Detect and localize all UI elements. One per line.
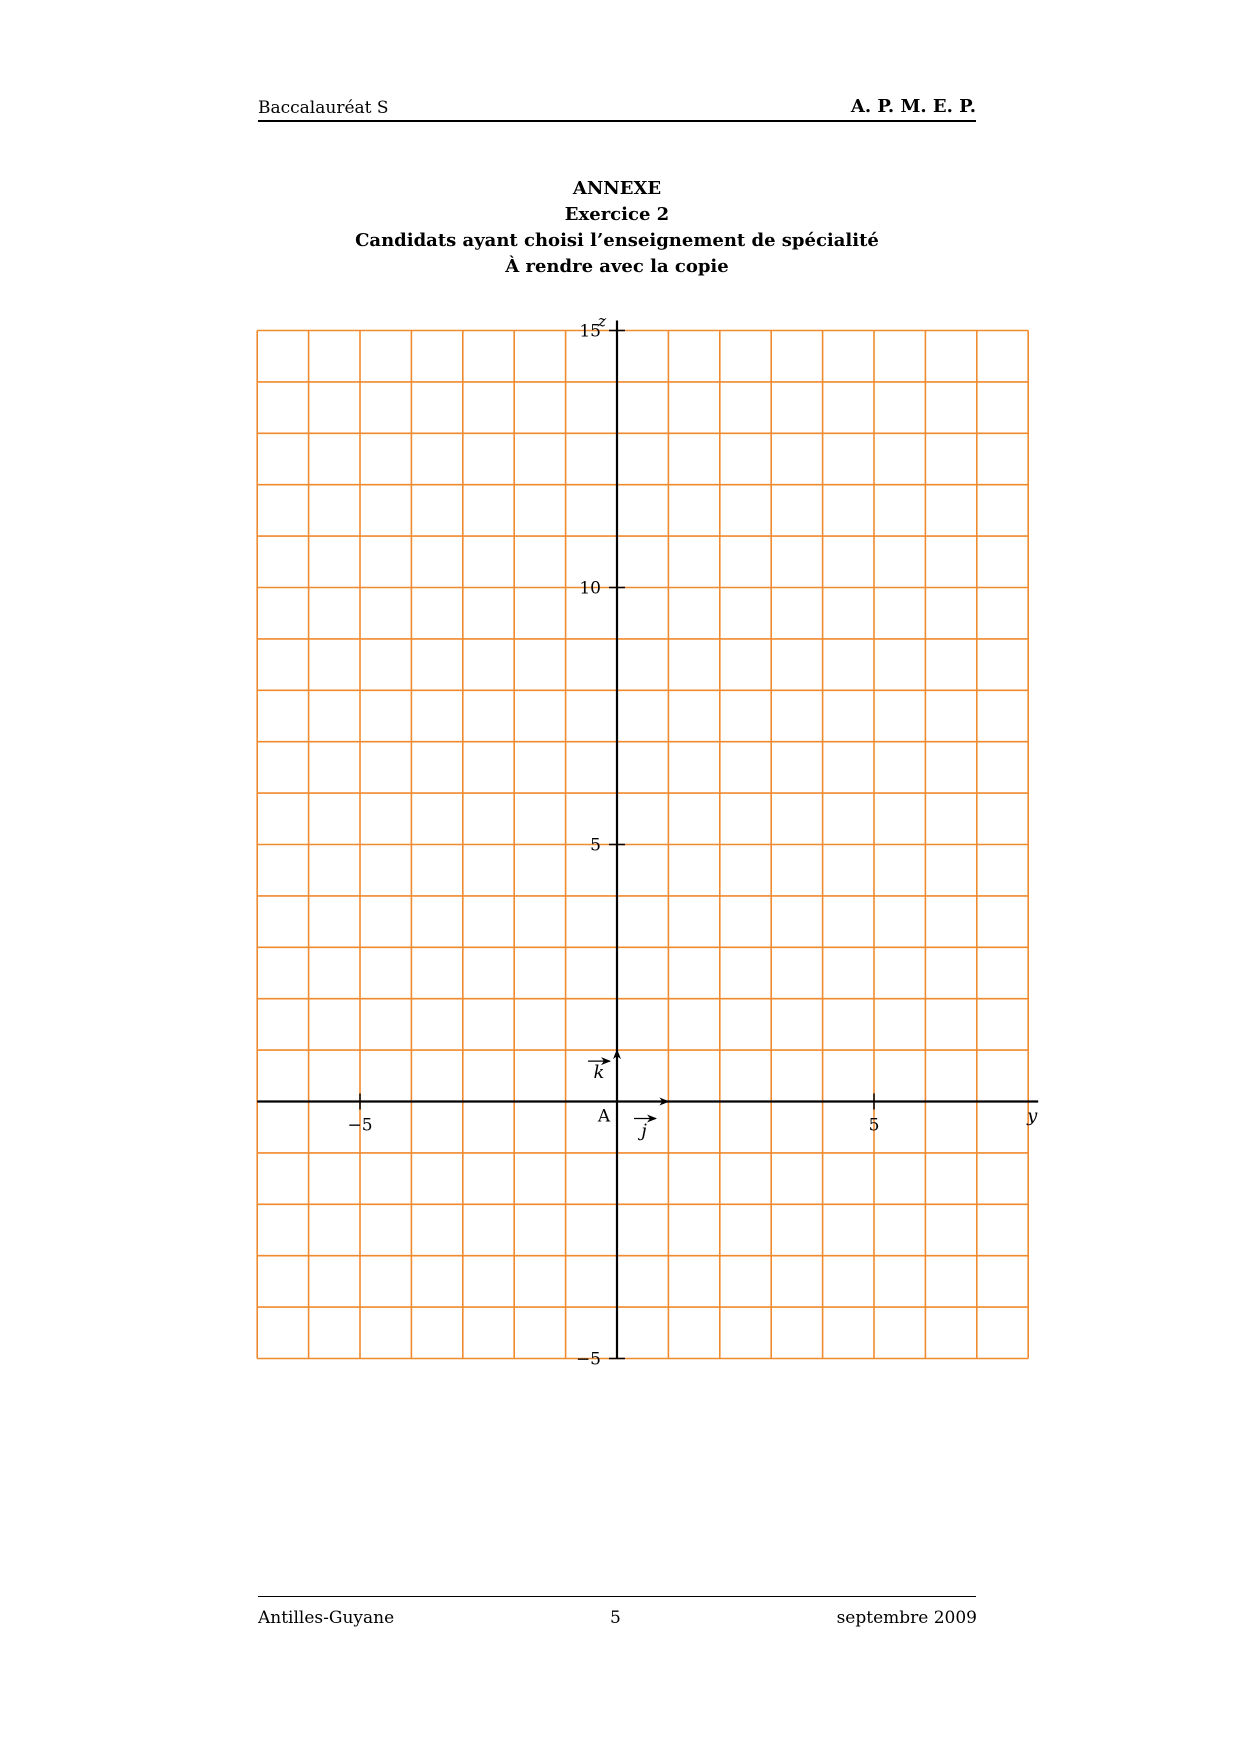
grid-lines [257, 331, 1028, 1359]
header-left: Baccalauréat S [258, 98, 389, 118]
z-tick-label-10: 10 [579, 578, 601, 599]
z-axis-name: z [597, 311, 607, 331]
z-tick-label-minus5: −5 [575, 1349, 601, 1370]
vector-j-label: j [641, 1120, 647, 1142]
header-right: A. P. M. E. P. [850, 96, 976, 117]
footer-page-number: 5 [610, 1608, 621, 1628]
y-tick-label-minus5: −5 [347, 1115, 373, 1136]
y-axis-name: y [1027, 1105, 1038, 1127]
title-instruction: À rendre avec la copie [505, 256, 729, 277]
axis-labels [347, 312, 1038, 1370]
z-tick-label-15: 15 [579, 321, 601, 342]
z-tick-label-5: 5 [590, 835, 601, 856]
axes [257, 321, 1038, 1359]
title-candidates: Candidats ayant choisi l’enseignement de spécialité [355, 230, 879, 251]
title-exercise: Exercice 2 [564, 204, 670, 225]
vector-k-label: k [593, 1062, 605, 1084]
title-annexe: ANNEXE [572, 178, 662, 199]
origin-label: A [597, 1106, 611, 1127]
footer-right: septembre 2009 [836, 1608, 977, 1628]
footer-left: Antilles-Guyane [258, 1608, 395, 1628]
footer-rule [258, 1596, 976, 1597]
y-tick-label-5: 5 [868, 1115, 880, 1136]
